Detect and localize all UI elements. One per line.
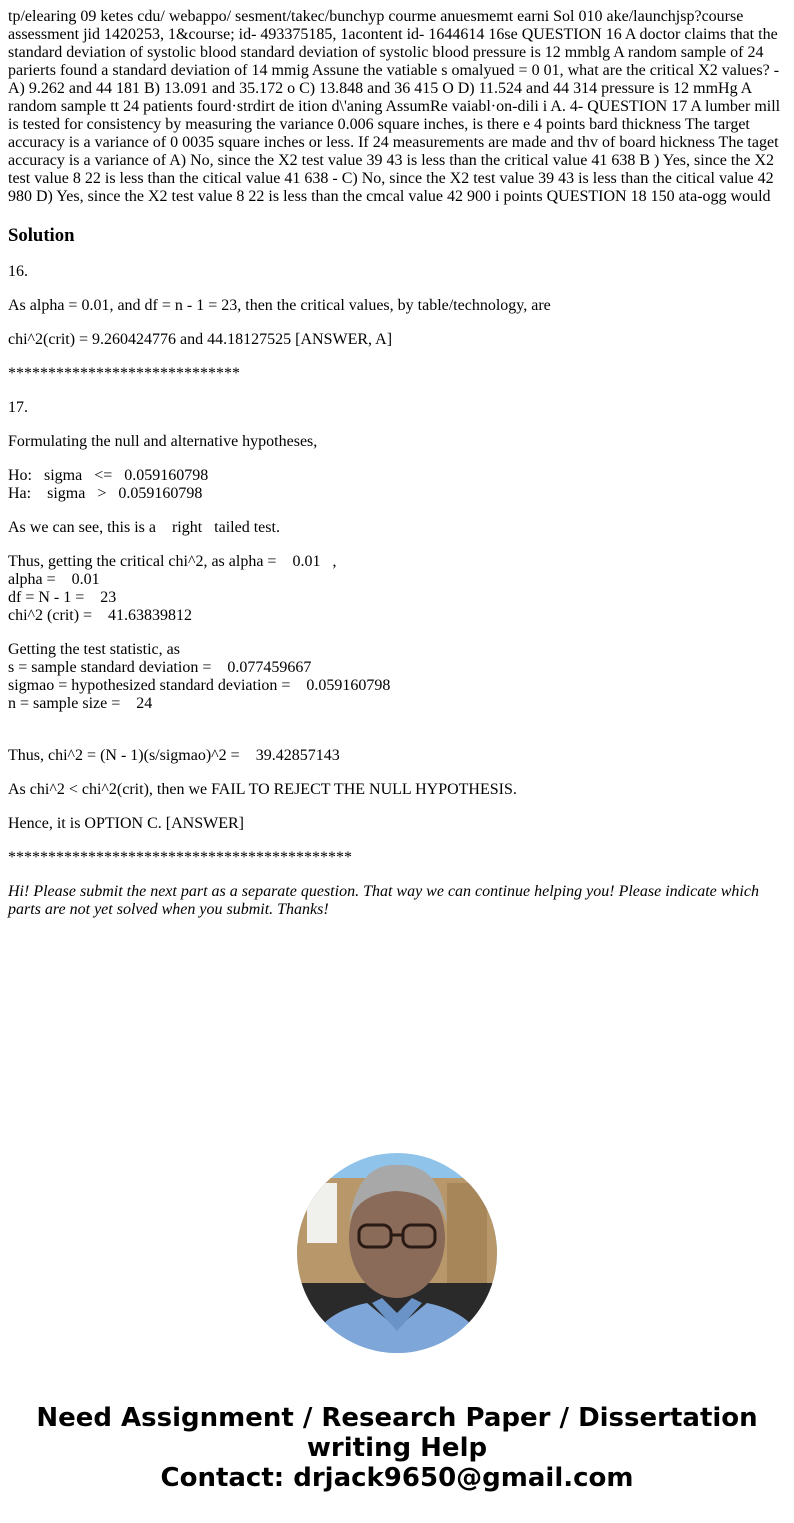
stat-intro: Getting the test statistic, as	[8, 641, 180, 658]
alt-hypothesis: Ha: sigma > 0.059160798	[8, 485, 203, 502]
test-statistic-block	[8, 641, 786, 713]
promo-banner	[0, 1403, 794, 1493]
q16-separator: *****************************	[8, 365, 240, 382]
tail-statement: As we can see, this is a right tailed test.	[8, 519, 280, 536]
author-portrait-icon	[297, 1153, 497, 1353]
null-hypothesis: Ho: sigma <= 0.059160798	[8, 467, 209, 484]
q17-intro: Formulating the null and alternative hypotheses,	[8, 433, 318, 450]
critical-value-block	[8, 553, 786, 625]
promo-line-1: Need Assignment / Research Paper / Dissertation	[36, 1403, 758, 1433]
hypothesized-sd-line: sigmao = hypothesized standard deviation = 0.059160798	[8, 677, 391, 694]
solution-heading: Solution	[8, 225, 75, 246]
promo-line-2: writing Help	[306, 1433, 488, 1463]
author-avatar	[297, 1153, 497, 1353]
alpha-line: alpha = 0.01	[8, 571, 100, 588]
chi-crit-line: chi^2 (crit) = 41.63839812	[8, 607, 193, 624]
q17-answer: Hence, it is OPTION C. [ANSWER]	[8, 815, 244, 832]
q17-separator: *******************************************	[8, 849, 352, 866]
chi-stat-line: Thus, chi^2 = (N - 1)(s/sigmao)^2 = 39.42857143	[8, 747, 340, 764]
closing-note: Hi! Please submit the next part as a separate question. That way we can continue helping you! Please indicate which parts are not yet solved when you submit. Thanks!	[8, 883, 759, 918]
q17-number: 17.	[8, 399, 28, 416]
q16-explanation: As alpha = 0.01, and df = n - 1 = 23, then the critical values, by table/technology, are	[8, 297, 551, 314]
sample-sd-line: s = sample standard deviation = 0.077459667	[8, 659, 312, 676]
promo-contact: Contact: drjack9650@gmail.com	[160, 1463, 634, 1493]
decision-line: As chi^2 < chi^2(crit), then we FAIL TO REJECT THE NULL HYPOTHESIS.	[8, 781, 517, 798]
hypotheses	[8, 467, 786, 503]
q16-answer: chi^2(crit) = 9.260424776 and 44.18127525 [ANSWER, A]	[8, 331, 393, 348]
sample-size-line: n = sample size = 24	[8, 695, 153, 712]
q16-number: 16.	[8, 263, 28, 280]
df-line: df = N - 1 = 23	[8, 589, 117, 606]
question-text: tp/elearing 09 ketes cdu/ webappo/ sesment/takec/bunchyp courme anuesmemt earni Sol 010 ake/launchjsp?course assessment jid 1420253, 1&course; id- 493375185, 1acontent id- 1644614 16se QUESTION 16 A doctor claims that the standard deviation of systolic blood standard deviation of systolic blood pressure is 12 mmblg A random sample of 24 parierts found a standard deviation of 14 mmig Assune the vatiable s omalyued = 0 01, what are the critical X2 values? - A) 9.262 and 44 181 B) 13.091 and 35.172 o C) 13.848 and 36 415 O D) 11.524 and 44 314 pressure is 12 mmHg A random sample tt 24 patients fourd·strdirt de ition d\'aning AssumRe vaiabl·on-dili i A. 4- QUESTION 17 A lumber mill is tested for consistency by measuring the variance 0.006 square inches, is there e 4 points bard thickness The target accuracy is a variance of 0 0035 square inches or less. If 24 measurements are made and thv of board hickness The taget accuracy is a variance of A) No, since the X2 test value 39 43 is less than the critical value 41 638 B ) Yes, since the X2 test value 8 22 is less than the citical value 41 638 - C) No, since the X2 test value 39 43 is less than the citical value 42 980 D) Yes, since the X2 test value 8 22 is less than the cmcal value 42 900 i points QUESTION 18 150 ata-ogg would	[8, 8, 781, 205]
crit-intro: Thus, getting the critical chi^2, as alpha = 0.01 ,	[8, 553, 337, 570]
